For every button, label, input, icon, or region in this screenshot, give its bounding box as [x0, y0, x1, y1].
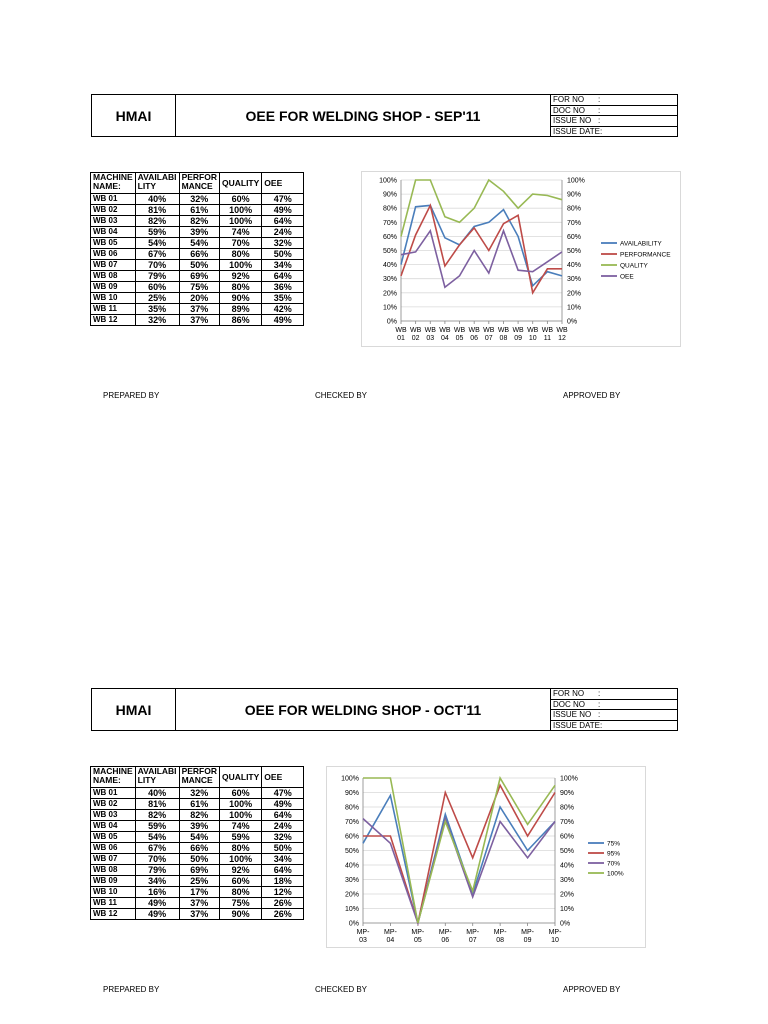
value-cell: 79% — [135, 271, 179, 282]
machine-name-cell: WB 07 — [91, 854, 136, 865]
prepared-by-label: PREPARED BY — [103, 391, 160, 400]
value-cell: 86% — [219, 315, 261, 326]
value-cell: 42% — [262, 304, 304, 315]
meta-for-no: FOR NO : — [551, 95, 677, 106]
approved-by-label: APPROVED BY — [563, 391, 621, 400]
machine-name-cell: WB 02 — [91, 205, 136, 216]
value-cell: 82% — [135, 810, 179, 821]
value-cell: 40% — [135, 788, 179, 799]
value-cell: 100% — [219, 799, 261, 810]
value-cell: 79% — [135, 865, 179, 876]
table-row — [91, 238, 304, 249]
table-row — [91, 821, 304, 832]
value-cell: 100% — [219, 260, 261, 271]
header-box-sep — [91, 94, 678, 137]
machine-name-cell: WB 08 — [91, 271, 136, 282]
y-tick-label-right: 60% — [560, 833, 575, 841]
value-cell: 26% — [262, 898, 304, 909]
x-tick-label: WB 07 — [483, 327, 495, 342]
value-cell: 82% — [135, 216, 179, 227]
value-cell: 80% — [219, 282, 261, 293]
x-tick-label: WB 04 — [439, 327, 451, 342]
value-cell: 82% — [179, 810, 219, 821]
y-tick-label-left: 0% — [386, 318, 397, 326]
legend-label: AVAILABILITY — [620, 240, 662, 248]
x-tick-label: WB 12 — [556, 327, 568, 342]
table-row — [91, 304, 304, 315]
x-tick-label: MP-06 — [438, 929, 452, 944]
y-tick-label-right: 20% — [567, 290, 582, 298]
machine-name-cell: WB 03 — [91, 216, 136, 227]
value-cell: 32% — [179, 194, 219, 205]
table-row — [91, 810, 304, 821]
table-row — [91, 194, 304, 205]
value-cell: 69% — [179, 865, 219, 876]
checked-by-label: CHECKED BY — [315, 391, 368, 400]
y-tick-label-right: 40% — [560, 862, 575, 870]
value-cell: 35% — [262, 293, 304, 304]
value-cell: 81% — [135, 799, 179, 810]
value-cell: 34% — [135, 876, 179, 887]
value-cell: 59% — [219, 832, 261, 843]
y-tick-label-right: 50% — [567, 248, 582, 255]
y-tick-label-left: 20% — [382, 290, 397, 298]
y-tick-label-right: 80% — [560, 804, 575, 812]
x-tick-label: WB 05 — [453, 327, 466, 342]
y-tick-label-left: 90% — [382, 191, 397, 199]
value-cell: 40% — [135, 194, 179, 205]
col-header: QUALITY — [219, 173, 261, 194]
meta-doc-no: DOC NO : — [551, 106, 677, 117]
y-tick-label-left: 10% — [382, 304, 397, 312]
value-cell: 50% — [262, 249, 304, 260]
x-tick-label: MP-09 — [521, 929, 534, 944]
col-header: AVAILABI LITY — [135, 173, 179, 194]
x-tick-label: MP-07 — [466, 929, 480, 944]
value-cell: 20% — [179, 293, 219, 304]
header-box-oct — [91, 688, 678, 731]
table-row — [91, 854, 304, 865]
machine-name-cell: WB 06 — [91, 843, 136, 854]
machine-name-cell: WB 05 — [91, 832, 136, 843]
y-tick-label-right: 30% — [560, 877, 575, 884]
y-tick-label-right: 100% — [560, 775, 578, 783]
value-cell: 32% — [135, 315, 179, 326]
oee-table-oct — [90, 766, 304, 920]
machine-name-cell: WB 09 — [91, 282, 136, 293]
value-cell: 100% — [219, 205, 261, 216]
table-row — [91, 865, 304, 876]
value-cell: 61% — [179, 799, 219, 810]
value-cell: 49% — [262, 315, 304, 326]
legend-label: 70% — [607, 860, 621, 868]
value-cell: 81% — [135, 205, 179, 216]
table-row — [91, 898, 304, 909]
y-tick-label-left: 30% — [344, 877, 359, 884]
value-cell: 89% — [219, 304, 261, 315]
col-header: OEE — [262, 173, 304, 194]
y-tick-label-left: 100% — [341, 775, 359, 783]
meta-issue-date: ISSUE DATE: — [553, 126, 603, 136]
machine-name-cell: WB 08 — [91, 865, 136, 876]
y-tick-label-right: 90% — [567, 191, 582, 199]
value-cell: 100% — [219, 216, 261, 227]
oee-line-chart-sep — [361, 171, 681, 347]
value-cell: 59% — [135, 821, 179, 832]
x-tick-label: WB 02 — [409, 327, 422, 342]
x-tick-label: WB 10 — [527, 327, 539, 342]
value-cell: 25% — [135, 293, 179, 304]
col-header: AVAILABI LITY — [135, 767, 179, 788]
chart-frame — [327, 767, 646, 948]
machine-name-cell: WB 09 — [91, 876, 136, 887]
value-cell: 32% — [262, 832, 304, 843]
y-tick-label-left: 0% — [348, 920, 359, 928]
value-cell: 49% — [262, 799, 304, 810]
value-cell: 35% — [135, 304, 179, 315]
value-cell: 39% — [179, 821, 219, 832]
value-cell: 49% — [135, 898, 179, 909]
y-tick-label-left: 60% — [382, 233, 397, 241]
meta-doc-no: DOC NO : — [551, 700, 677, 711]
machine-name-cell: WB 03 — [91, 810, 136, 821]
meta-issue-no: ISSUE NO : — [551, 116, 677, 127]
meta-issue-date: ISSUE DATE: — [553, 720, 603, 730]
report-title: OEE FOR WELDING SHOP - OCT'11 — [176, 689, 551, 730]
value-cell: 66% — [179, 249, 219, 260]
y-tick-label-right: 20% — [560, 891, 575, 899]
value-cell: 70% — [135, 854, 179, 865]
value-cell: 54% — [179, 238, 219, 249]
checked-by-label: CHECKED BY — [315, 985, 368, 994]
x-tick-label: MP-05 — [411, 929, 425, 944]
legend-label: 95% — [607, 850, 621, 858]
y-tick-label-left: 60% — [344, 833, 359, 841]
table-row — [91, 909, 304, 920]
x-tick-label: WB 01 — [395, 327, 407, 342]
machine-name-cell: WB 04 — [91, 227, 136, 238]
value-cell: 64% — [262, 216, 304, 227]
y-tick-label-left: 40% — [344, 862, 359, 870]
y-tick-label-right: 80% — [567, 205, 582, 213]
y-tick-label-right: 90% — [560, 790, 575, 797]
y-tick-label-left: 20% — [344, 891, 359, 899]
value-cell: 54% — [179, 832, 219, 843]
value-cell: 80% — [219, 843, 261, 854]
table-row — [91, 260, 304, 271]
value-cell: 100% — [219, 810, 261, 821]
value-cell: 34% — [262, 854, 304, 865]
legend-label: QUALITY — [620, 262, 648, 270]
value-cell: 90% — [219, 293, 261, 304]
col-header: QUALITY — [219, 767, 261, 788]
value-cell: 50% — [179, 260, 219, 271]
value-cell: 64% — [262, 865, 304, 876]
value-cell: 60% — [219, 788, 261, 799]
col-header: PERFOR MANCE — [179, 173, 219, 194]
value-cell: 37% — [179, 315, 219, 326]
machine-name-cell: WB 01 — [91, 194, 136, 205]
machine-name-cell: WB 11 — [91, 304, 136, 315]
doc-meta — [551, 95, 677, 136]
value-cell: 60% — [135, 282, 179, 293]
value-cell: 17% — [179, 887, 219, 898]
value-cell: 54% — [135, 832, 179, 843]
value-cell: 92% — [219, 271, 261, 282]
y-tick-label-left: 80% — [382, 205, 397, 213]
col-header: OEE — [262, 767, 304, 788]
value-cell: 74% — [219, 821, 261, 832]
value-cell: 39% — [179, 227, 219, 238]
prepared-by-label: PREPARED BY — [103, 985, 160, 994]
chart-frame — [362, 172, 681, 347]
value-cell: 75% — [179, 282, 219, 293]
value-cell: 67% — [135, 843, 179, 854]
machine-name-cell: WB 05 — [91, 238, 136, 249]
approved-by-label: APPROVED BY — [563, 985, 621, 994]
x-tick-label: WB 06 — [468, 327, 480, 342]
y-tick-label-left: 30% — [382, 276, 397, 284]
y-tick-label-left: 80% — [344, 804, 359, 812]
value-cell: 92% — [219, 865, 261, 876]
y-tick-label-left: 50% — [382, 248, 397, 255]
value-cell: 37% — [179, 898, 219, 909]
table-row — [91, 293, 304, 304]
y-tick-label-right: 30% — [567, 276, 582, 284]
doc-meta — [551, 689, 677, 730]
legend-label: 100% — [607, 870, 624, 878]
oee-table-sep — [90, 172, 304, 326]
value-cell: 36% — [262, 282, 304, 293]
value-cell: 70% — [219, 238, 261, 249]
value-cell: 37% — [179, 304, 219, 315]
machine-name-cell: WB 07 — [91, 260, 136, 271]
table-row — [91, 876, 304, 887]
table-row — [91, 227, 304, 238]
y-tick-label-right: 70% — [560, 819, 575, 826]
machine-name-cell: WB 02 — [91, 799, 136, 810]
value-cell: 12% — [262, 887, 304, 898]
table-row — [91, 216, 304, 227]
x-tick-label: MP-10 — [548, 929, 562, 944]
value-cell: 54% — [135, 238, 179, 249]
value-cell: 50% — [262, 843, 304, 854]
value-cell: 90% — [219, 909, 261, 920]
value-cell: 75% — [219, 898, 261, 909]
value-cell: 49% — [135, 909, 179, 920]
y-tick-label-right: 100% — [567, 177, 585, 185]
machine-name-cell: WB 10 — [91, 887, 136, 898]
machine-name-cell: WB 06 — [91, 249, 136, 260]
value-cell: 24% — [262, 227, 304, 238]
legend-label: 75% — [607, 840, 621, 848]
x-tick-label: WB 09 — [512, 327, 524, 342]
oee-line-chart-oct — [326, 766, 646, 948]
machine-name-cell: WB 11 — [91, 898, 136, 909]
y-tick-label-left: 70% — [382, 219, 397, 227]
y-tick-label-right: 70% — [567, 219, 582, 227]
y-tick-label-right: 40% — [567, 262, 582, 270]
x-tick-label: MP-04 — [384, 929, 397, 944]
value-cell: 47% — [262, 788, 304, 799]
value-cell: 80% — [219, 249, 261, 260]
value-cell: 32% — [179, 788, 219, 799]
machine-name-cell: WB 10 — [91, 293, 136, 304]
value-cell: 47% — [262, 194, 304, 205]
table-row — [91, 799, 304, 810]
table-row — [91, 282, 304, 293]
y-tick-label-left: 10% — [344, 906, 359, 913]
machine-name-cell: WB 12 — [91, 909, 136, 920]
machine-name-cell: WB 04 — [91, 821, 136, 832]
meta-for-no: FOR NO : — [551, 689, 677, 700]
report-title: OEE FOR WELDING SHOP - SEP'11 — [176, 95, 551, 136]
y-tick-label-right: 60% — [567, 233, 582, 241]
value-cell: 67% — [135, 249, 179, 260]
y-tick-label-left: 90% — [344, 790, 359, 797]
value-cell: 25% — [179, 876, 219, 887]
meta-issue-no: ISSUE NO : — [551, 710, 677, 721]
y-tick-label-right: 0% — [567, 318, 578, 326]
value-cell: 64% — [262, 810, 304, 821]
table-row — [91, 788, 304, 799]
y-tick-label-right: 10% — [560, 906, 575, 913]
value-cell: 82% — [179, 216, 219, 227]
y-tick-label-right: 0% — [560, 920, 571, 928]
value-cell: 70% — [135, 260, 179, 271]
x-tick-label: WB 08 — [497, 327, 510, 342]
value-cell: 16% — [135, 887, 179, 898]
table-row — [91, 843, 304, 854]
machine-name-cell: WB 01 — [91, 788, 136, 799]
value-cell: 100% — [219, 854, 261, 865]
value-cell: 24% — [262, 821, 304, 832]
value-cell: 18% — [262, 876, 304, 887]
value-cell: 80% — [219, 887, 261, 898]
col-header: MACHINE NAME: — [91, 767, 136, 788]
value-cell: 37% — [179, 909, 219, 920]
legend-label: PERFORMANCE — [620, 251, 671, 259]
x-tick-label: WB 03 — [424, 327, 436, 342]
value-cell: 59% — [135, 227, 179, 238]
value-cell: 49% — [262, 205, 304, 216]
org-name: HMAI — [92, 689, 176, 730]
org-name: HMAI — [92, 95, 176, 136]
x-tick-label: MP-03 — [356, 929, 370, 944]
table-row — [91, 832, 304, 843]
y-tick-label-right: 10% — [567, 304, 582, 312]
table-row — [91, 887, 304, 898]
value-cell: 32% — [262, 238, 304, 249]
value-cell: 64% — [262, 271, 304, 282]
y-tick-label-left: 70% — [344, 819, 359, 826]
value-cell: 74% — [219, 227, 261, 238]
value-cell: 26% — [262, 909, 304, 920]
machine-name-cell: WB 12 — [91, 315, 136, 326]
y-tick-label-left: 50% — [344, 848, 359, 855]
col-header: MACHINE NAME: — [91, 173, 136, 194]
x-tick-label: WB 11 — [541, 327, 554, 342]
value-cell: 34% — [262, 260, 304, 271]
value-cell: 61% — [179, 205, 219, 216]
table-row — [91, 249, 304, 260]
value-cell: 50% — [179, 854, 219, 865]
col-header: PERFOR MANCE — [179, 767, 219, 788]
legend-label: OEE — [620, 273, 634, 281]
table-row — [91, 271, 304, 282]
table-row — [91, 315, 304, 326]
x-tick-label: MP-08 — [493, 929, 507, 944]
y-tick-label-left: 100% — [379, 177, 397, 185]
value-cell: 60% — [219, 876, 261, 887]
table-row — [91, 205, 304, 216]
y-tick-label-left: 40% — [382, 262, 397, 270]
value-cell: 66% — [179, 843, 219, 854]
value-cell: 60% — [219, 194, 261, 205]
y-tick-label-right: 50% — [560, 848, 575, 855]
value-cell: 69% — [179, 271, 219, 282]
